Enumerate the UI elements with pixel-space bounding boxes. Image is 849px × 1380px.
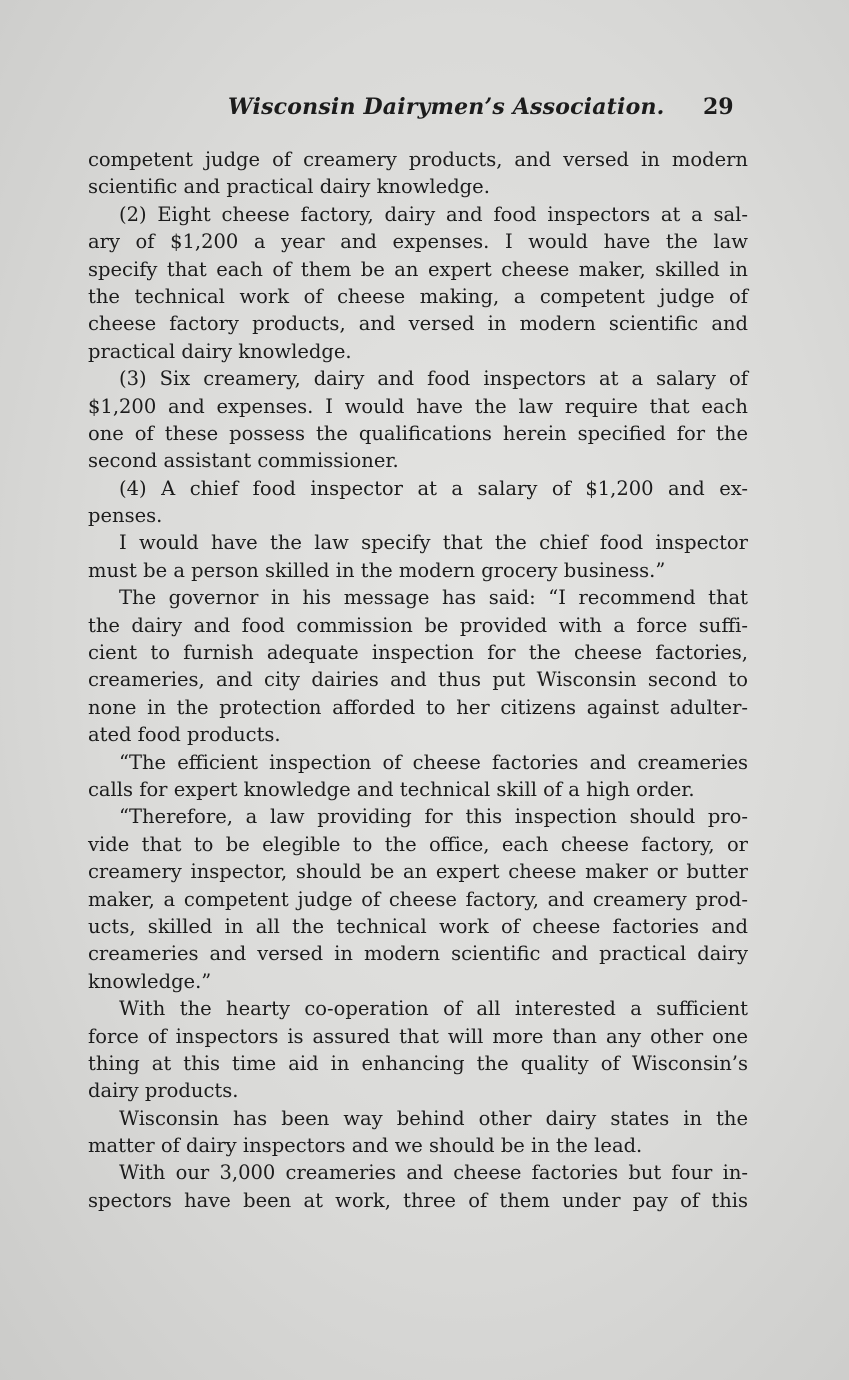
text-line: “The efficient inspection of cheese factories and creameries [119, 750, 748, 774]
text-line: vide that to be elegible to the office, each cheese factory, or [88, 832, 748, 856]
text-line: With our 3,000 creameries and cheese factories but four in- [119, 1161, 748, 1185]
text-line: (4) A chief food inspector at a salary of $1,200 and ex- [119, 476, 748, 500]
text-line: cient to furnish adequate inspection for the cheese factories, [88, 641, 748, 665]
text-line: The governor in his message has said: “I recommend that [119, 586, 748, 610]
text-line: ary of $1,200 a year and expenses. I would have the law [88, 230, 748, 254]
text-line: penses. [88, 504, 163, 528]
text-line: “Therefore, a law providing for this inspection should pro- [119, 805, 748, 829]
text-line: creamery inspector, should be an expert cheese maker or butter [88, 860, 748, 884]
text-line: I would have the law specify that the chief food inspector [119, 531, 748, 555]
page-header [0, 94, 849, 124]
text-line: competent judge of creamery products, and versed in modern [88, 148, 748, 171]
text-line: the technical work of cheese making, a competent judge of [88, 284, 748, 308]
text-line: specify that each of them be an expert cheese maker, skilled in [88, 257, 748, 281]
text-line: must be a person skilled in the modern grocery business.” [88, 558, 666, 582]
text-line: dairy products. [88, 1079, 239, 1103]
text-line: second assistant commissioner. [88, 449, 399, 473]
text-line: (3) Six creamery, dairy and food inspectors at a salary of [119, 367, 748, 391]
text-line: creameries and versed in modern scientific and practical dairy [88, 942, 748, 966]
text-line: ucts, skilled in all the technical work of cheese factories and [88, 914, 748, 938]
text-line: thing at this time aid in enhancing the quality of Wisconsin’s [88, 1051, 748, 1075]
text-line: matter of dairy inspectors and we should be in the lead. [88, 1134, 643, 1158]
text-line: With the hearty co-operation of all interested a sufficient [119, 997, 748, 1021]
body-text [88, 146, 748, 1214]
text-line: scientific and practical dairy knowledge. [88, 175, 490, 199]
text-line: maker, a competent judge of cheese factory, and creamery prod- [88, 887, 748, 911]
text-line: none in the protection afforded to her citizens against adulter- [88, 695, 748, 719]
text-line: (2) Eight cheese factory, dairy and food inspectors at a sal- [119, 202, 748, 226]
text-line: cheese factory products, and versed in modern scientific and [88, 312, 748, 336]
text-line: spectors have been at work, three of them under pay of this [88, 1188, 748, 1212]
text-line: practical dairy knowledge. [88, 339, 352, 363]
text-line: ated food products. [88, 723, 281, 747]
running-title: Wisconsin Dairymen’s Association. [228, 94, 665, 120]
text-line: $1,200 and expenses. I would have the law require that each [88, 394, 748, 418]
page-number: 29 [703, 94, 734, 120]
text-line: knowledge.” [88, 969, 212, 993]
text-line: the dairy and food commission be provided with a force suffi- [88, 613, 748, 637]
text-line: one of these possess the qualifications herein specified for the [88, 421, 748, 445]
text-line: Wisconsin has been way behind other dairy states in the [119, 1106, 748, 1130]
text-line: creameries, and city dairies and thus put Wisconsin second to [88, 668, 748, 692]
text-line: force of inspectors is assured that will more than any other one [88, 1024, 748, 1048]
text-line: calls for expert knowledge and technical skill of a high order. [88, 777, 695, 801]
